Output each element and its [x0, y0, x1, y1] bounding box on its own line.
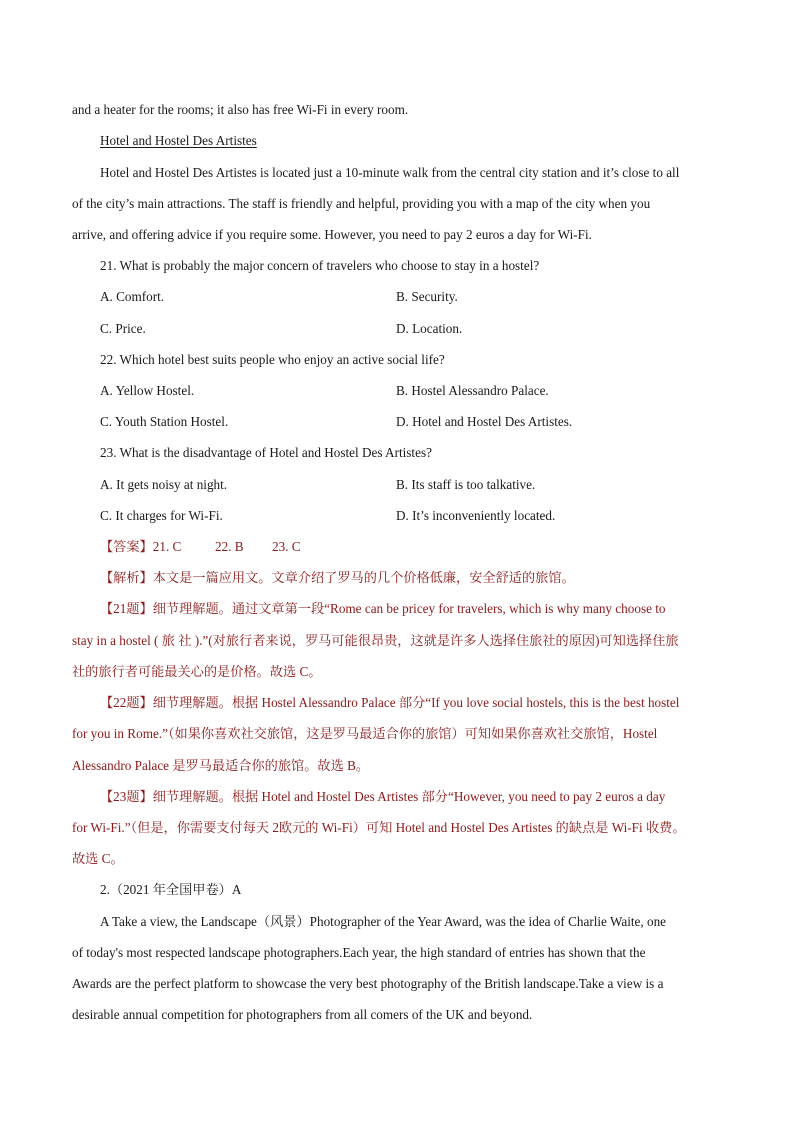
explanation-tag: 【21题】 [100, 601, 153, 616]
explanation-line: Alessandro Palace 是罗马最适合你的旅馆。故选 B。 [72, 758, 370, 773]
answer-line [100, 538, 181, 556]
option: A. It gets noisy at night. [100, 477, 228, 492]
option: C. It charges for Wi-Fi. [100, 508, 223, 523]
explanation-line [100, 694, 679, 712]
explanation-line: for Wi-Fi.”（但是，你需要支付每天 2欧元的 Wi-Fi）可知 Hotel and Hostel Des Artistes 的缺点是 Wi-Fi 收费。 [72, 820, 686, 835]
question-stem: 23. What is the disadvantage of Hotel and Hostel Des Artistes? [100, 445, 432, 460]
passage-line: desirable annual competition for photographers from all comers of the UK and beyond. [72, 1007, 533, 1022]
option: C. Price. [100, 321, 146, 336]
explanation-text: 细节理解题。通过文章第一段“Rome can be pricey for travelers, which is why many choose to [152, 601, 666, 616]
passage-line: and a heater for the rooms; it also has free Wi-Fi in every room. [72, 102, 409, 117]
option: D. Location. [396, 321, 463, 336]
explanation-line: for you in Rome.”（如果你喜欢社交旅馆，这是罗马最适合你的旅馆）可知如果你喜欢社交旅馆，Hostel [72, 726, 658, 741]
option: B. Hostel Alessandro Palace. [396, 383, 549, 398]
explanation-text: 细节理解题。根据 Hotel and Hostel Des Artistes 部分“However, you need to pay 2 euros a day [152, 789, 666, 804]
option: C. Youth Station Hostel. [100, 414, 229, 429]
passage-line: A Take a view, the Landscape（风景）Photographer of the Year Award, was the idea of Charlie Waite, one [100, 914, 667, 929]
answer-value: 23. C [272, 539, 301, 554]
analysis-text: 本文是一篇应用文。文章介绍了罗马的几个价格低廉，安全舒适的旅馆。 [152, 570, 575, 585]
analysis-tag: 【解析】 [100, 570, 153, 585]
explanation-tag: 【23题】 [100, 789, 153, 804]
option: B. Its staff is too talkative. [396, 477, 536, 492]
explanation-line: stay in a hostel ( 旅 社 ).”(对旅行者来说，罗马可能很昂贵，这就是许多人选择住旅社的原因)可知选择住旅 [72, 633, 679, 648]
passage-line: of the city’s main attractions. The staff is friendly and helpful, providing you with a map of the city when you [72, 196, 651, 211]
answer-value: 22. B [215, 539, 244, 554]
answer-value: 21. C [152, 539, 182, 554]
option: A. Yellow Hostel. [100, 383, 195, 398]
question-stem: 22. Which hotel best suits people who enjoy an active social life? [100, 352, 445, 367]
option: D. Hotel and Hostel Des Artistes. [396, 414, 573, 429]
analysis-line [100, 569, 575, 587]
passage-line: Awards are the perfect platform to showcase the very best photography of the British landscape.Take a view is a [72, 976, 664, 991]
option: D. It’s inconveniently located. [396, 508, 556, 523]
option: B. Security. [396, 289, 458, 304]
explanation-line: 社的旅行者可能最关心的是价格。故选 C。 [72, 664, 322, 679]
question-stem: 21. What is probably the major concern of travelers who choose to stay in a hostel? [100, 258, 540, 273]
explanation-line [100, 600, 665, 618]
explanation-tag: 【22题】 [100, 695, 153, 710]
passage-line: arrive, and offering advice if you require some. However, you need to pay 2 euros a day for Wi-Fi. [72, 227, 592, 242]
answer-tag: 【答案】 [100, 539, 153, 554]
passage-line: of today's most respected landscape photographers.Each year, the high standard of entries has shown that the [72, 945, 646, 960]
passage-line: Hotel and Hostel Des Artistes is located just a 10-minute walk from the central city station and it’s close to all [100, 165, 680, 180]
explanation-line [100, 788, 665, 806]
section-title: Hotel and Hostel Des Artistes [100, 133, 257, 148]
option: A. Comfort. [100, 289, 165, 304]
explanation-text: 细节理解题。根据 Hostel Alessandro Palace 部分“If you love social hostels, this is the best hostel [152, 695, 680, 710]
explanation-line: 故选 C。 [72, 851, 124, 866]
passage-heading: 2.（2021 年全国甲卷）A [100, 882, 242, 897]
